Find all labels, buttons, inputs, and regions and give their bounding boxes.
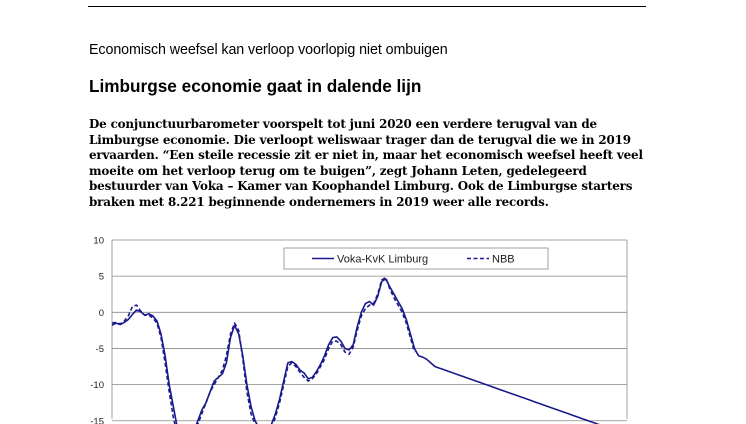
y-tick-label: 0	[98, 307, 104, 319]
series-line-nbb	[112, 278, 415, 424]
chart-svg	[0, 230, 746, 424]
article-lead: De conjunctuurbarometer voorspelt tot juni 2020 een verdere terugval van de Limburgse economie. Die verloopt weliswaar trager dan de terugval die we in 2019 ervaarden. “Een steile recessie zit er niet in, maar het economisch weefsel heeft veel moeite om het verloop terug om te buigen”, zegt Johann Leten, gedelegeerd bestuurder van Voka – Kamer van Koophandel Limburg. Ook de Limburgse starters braken met 8.221 beginnende ondernemers in 2019 weer alle records.	[89, 117, 643, 209]
y-tick-label: 5	[98, 271, 104, 283]
y-tick-label: -15	[90, 416, 104, 424]
y-tick-label: -10	[90, 380, 104, 392]
top-rule	[88, 6, 646, 7]
article-kicker: Economisch weefsel kan verloop voorlopig niet ombuigen	[89, 42, 448, 58]
article-headline: Limburgse economie gaat in dalende lijn	[89, 76, 422, 96]
line-chart	[0, 230, 746, 424]
y-tick-label: -5	[95, 343, 104, 355]
series-line-voka	[112, 279, 627, 424]
legend-label: Voka-KvK Limburg	[337, 253, 429, 266]
y-tick-label: 10	[93, 235, 104, 247]
legend-label: NBB	[492, 253, 515, 266]
